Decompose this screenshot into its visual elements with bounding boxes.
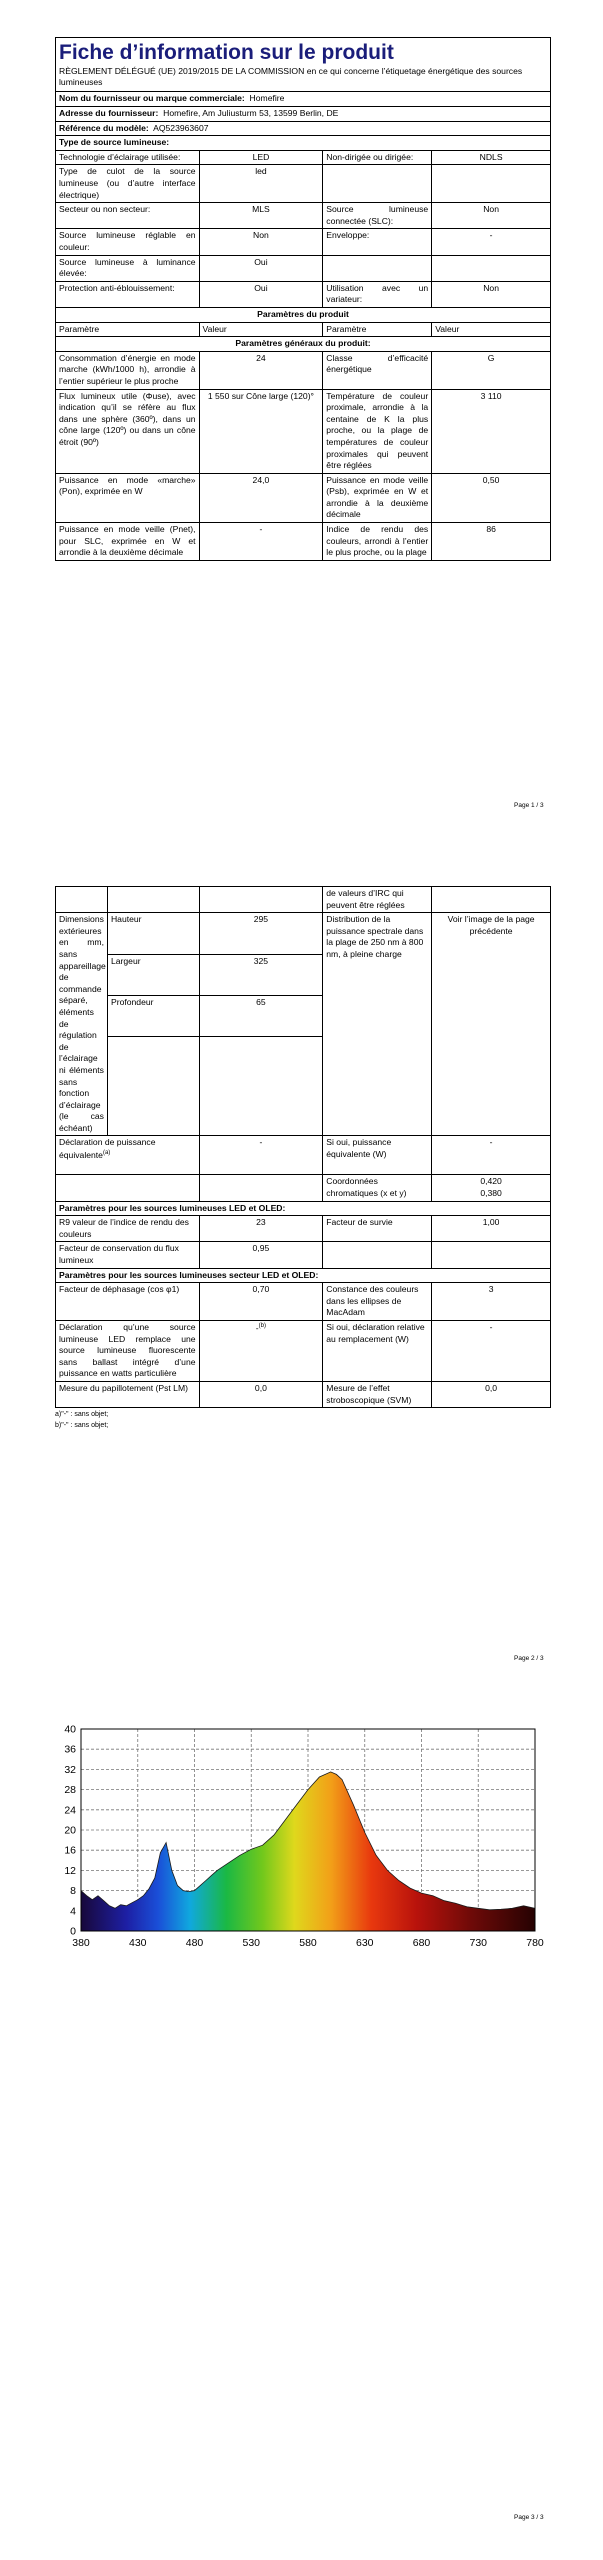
type-param-value-2: Non (432, 203, 551, 229)
type-param-label-2: Non-dirigée ou dirigée: (323, 150, 432, 165)
type-row (56, 150, 551, 165)
params-header: Paramètres du produit (56, 307, 551, 322)
col-header-value2: Valeur (432, 322, 551, 337)
macadam-value: 3 (432, 1283, 551, 1321)
type-param-label-2: Source lumineuse connectée (SLC): (323, 203, 432, 229)
footnote-b: b)"-" : sans objet; (55, 1421, 109, 1429)
param-value: 24,0 (199, 473, 323, 522)
coord-label: Coordonnées chromatiques (x et y) (323, 1175, 432, 1201)
params-table-continued (55, 886, 551, 1408)
type-param-value: Oui (199, 281, 323, 307)
type-row (56, 255, 551, 281)
x-tick-label: 430 (128, 1937, 147, 1949)
y-tick-label: 32 (64, 1763, 76, 1776)
type-param-value-2 (432, 255, 551, 281)
type-param-value: LED (199, 150, 323, 165)
led-header: Paramètres pour les sources lumineuses LED et OLED: (56, 1201, 551, 1216)
type-param-label: Technologie d’éclairage utilisée: (56, 150, 200, 165)
regulation-subtitle: RÈGLEMENT DÉLÉGUÉ (UE) 2019/2015 DE LA COMMISSION en ce qui concerne l’étiquetage énergétique des sources lumineuses (59, 66, 523, 88)
replace-value-cell (199, 1321, 323, 1382)
strobo-value: 0,0 (432, 1381, 551, 1407)
r9-label: R9 valeur de l’indice de rendu des couleurs (56, 1216, 200, 1242)
general-param-row (56, 473, 551, 522)
dim-value-height: 295 (199, 913, 323, 954)
page-number-1: Page 1 / 3 (514, 802, 544, 809)
x-tick-label: 680 (412, 1937, 431, 1949)
type-param-label: Type de culot de la source lumineuse (ou d’autre interface électrique) (56, 165, 200, 203)
page-number-2: Page 2 / 3 (514, 1655, 544, 1662)
page-number-3: Page 3 / 3 (514, 2514, 544, 2521)
dim-value-width: 325 (199, 954, 323, 995)
r9-value: 23 (199, 1216, 323, 1242)
decl-label: Déclaration de puissance équivalente (59, 1137, 156, 1160)
param-label-2: Classe d’efficacité énergétique (323, 351, 432, 389)
y-tick-label: 24 (64, 1804, 76, 1817)
type-param-label-2 (323, 255, 432, 281)
phase-label: Facteur de déphasage (cos φ1) (56, 1283, 200, 1321)
param-value-2: 3 110 (432, 389, 551, 473)
phase-value: 0,70 (199, 1283, 323, 1321)
replace-value: - (255, 1322, 259, 1333)
type-row (56, 229, 551, 255)
dim-name-width: Largeur (107, 954, 199, 995)
y-tick-label: 0 (70, 1925, 76, 1938)
model-value: AQ523963607 (153, 122, 209, 133)
flux-label: Facteur de conservation du flux lumineux (56, 1242, 200, 1268)
y-tick-label: 20 (64, 1824, 76, 1837)
params-table (55, 150, 551, 561)
spectrum-area (81, 1772, 535, 1931)
flicker-value: 0,0 (199, 1381, 323, 1407)
col-header-param2: Paramètre (323, 322, 432, 337)
col-header-value: Valeur (199, 322, 323, 337)
address-value: Homefire, Am Juliusturm 53, 13599 Berlin, DE (163, 108, 339, 119)
param-label: Flux lumineux utile (Φuse), avec indication qu’il se réfère au flux dans une sphère (360º), dans un cône large (120º) ou dans un cône étroit (90º) (56, 389, 200, 473)
dim-name-depth: Profondeur (107, 996, 199, 1037)
relative-value: - (432, 1321, 551, 1382)
type-param-label: Source lumineuse réglable en couleur: (56, 229, 200, 255)
flicker-label: Mesure du papillotement (Pst LM) (56, 1381, 200, 1407)
replace-sup: (b) (258, 1323, 267, 1329)
decl-label-cell (56, 1136, 200, 1175)
param-value-2: 86 (432, 523, 551, 561)
address-row (56, 107, 551, 122)
strobo-label: Mesure de l’effet stroboscopique (SVM) (323, 1381, 432, 1407)
flux-value: 0,95 (199, 1242, 323, 1268)
general-param-row (56, 389, 551, 473)
coord-x: 0,420 (480, 1176, 502, 1187)
col-header-param: Paramètre (56, 322, 200, 337)
equiv-label: Si oui, puissance équivalente (W) (323, 1136, 432, 1175)
x-tick-label: 780 (526, 1937, 544, 1949)
type-param-value-2: Non (432, 281, 551, 307)
replace-label: Déclaration qu’une source lumineuse LED remplace une source lumineuse fluorescente sans ballast intégré d’une puissance en watts particulière (56, 1321, 200, 1382)
type-param-value: Oui (199, 255, 323, 281)
x-tick-label: 480 (185, 1937, 204, 1949)
param-label: Puissance en mode veille (Pnet), pour SLC, exprimée en W et arrondie à la deuxième décimale (56, 523, 200, 561)
survival-value: 1,00 (432, 1216, 551, 1242)
page-title: Fiche d’information sur le produit (59, 41, 394, 64)
type-param-label: Protection anti-éblouissement: (56, 281, 200, 307)
type-param-label-2: Enveloppe: (323, 229, 432, 255)
coord-y: 0,380 (480, 1188, 502, 1199)
footnotes (55, 1410, 551, 1431)
coord-value-cell (432, 1175, 551, 1201)
dim-value-depth: 65 (199, 996, 323, 1037)
type-param-value-2: NDLS (432, 150, 551, 165)
y-tick-label: 4 (70, 1905, 76, 1918)
y-tick-label: 16 (64, 1844, 76, 1857)
y-tick-label: 12 (64, 1864, 76, 1877)
y-tick-label: 8 (70, 1885, 76, 1898)
param-value-2: G (432, 351, 551, 389)
x-tick-label: 380 (72, 1937, 90, 1949)
param-value-2: 0,50 (432, 473, 551, 522)
model-label: Référence du modèle: (59, 122, 149, 133)
cri-range-continued: de valeurs d’IRC qui peuvent être réglées (323, 887, 432, 913)
page-3 (0, 1706, 603, 2560)
decl-value: - (199, 1136, 323, 1175)
model-row (56, 121, 551, 136)
general-param-row (56, 523, 551, 561)
type-row (56, 165, 551, 203)
x-tick-label: 730 (469, 1937, 488, 1949)
spd-value: Voir l’image de la page précédente (432, 913, 551, 1136)
type-header: Type de source lumineuse: (56, 136, 551, 151)
type-param-label-2 (323, 165, 432, 203)
param-label-2: Puissance en mode veille (Psb), exprimée en W et arrondie à la deuxième décimale (323, 473, 432, 522)
param-label: Puissance en mode «marche» (Pon), exprimée en W (56, 473, 200, 522)
spectral-distribution-chart (0, 1704, 603, 1964)
type-param-label-2: Utilisation avec un variateur: (323, 281, 432, 307)
macadam-label: Constance des couleurs dans les ellipses de MacAdam (323, 1283, 432, 1321)
type-row (56, 281, 551, 307)
page-1 (0, 0, 603, 853)
footnote-a: a)"-" : sans objet; (55, 1411, 109, 1419)
param-value: - (199, 523, 323, 561)
type-param-label: Source lumineuse à luminance élevée: (56, 255, 200, 281)
x-tick-label: 530 (242, 1937, 261, 1949)
dimensions-label: Dimensions extérieures en mm, sans appareillage de commande séparé, éléments de régulation de l’éclairage ni éléments sans fonction d’éclairage (le cas échéant) (56, 913, 108, 1136)
y-tick-label: 36 (64, 1743, 76, 1756)
type-param-value: Non (199, 229, 323, 255)
type-param-label: Secteur ou non secteur: (56, 203, 200, 229)
relative-label: Si oui, déclaration relative au remplacement (W) (323, 1321, 432, 1382)
param-value: 24 (199, 351, 323, 389)
spd-label: Distribution de la puissance spectrale dans la plage de 250 nm à 800 nm, à pleine charge (323, 913, 432, 1136)
supplier-value: Homefire (249, 93, 285, 104)
equiv-value: - (432, 1136, 551, 1175)
dim-name-height: Hauteur (107, 913, 199, 954)
type-param-value-2: - (432, 229, 551, 255)
type-row (56, 203, 551, 229)
y-tick-label: 28 (64, 1784, 76, 1797)
param-label: Consommation d’énergie en mode marche (kWh/1000 h), arrondie à l’entier supérieur le plus proche (56, 351, 200, 389)
mains-header: Paramètres pour les sources lumineuses secteur LED et OLED: (56, 1268, 551, 1283)
supplier-row (56, 92, 551, 107)
decl-sup: (a) (102, 1150, 111, 1157)
product-info-sheet-continued (55, 886, 551, 1431)
general-param-row (56, 351, 551, 389)
header-table (55, 37, 551, 151)
supplier-label: Nom du fournisseur ou marque commerciale: (59, 93, 245, 104)
type-param-value: MLS (199, 203, 323, 229)
type-param-value: led (199, 165, 323, 203)
x-tick-label: 580 (299, 1937, 317, 1949)
product-info-sheet (55, 37, 551, 561)
y-tick-label: 40 (64, 1723, 76, 1736)
x-tick-label: 630 (355, 1937, 374, 1949)
param-label-2: Indice de rendu des couleurs, arrondi à l’entier le plus proche, ou la plage (323, 523, 432, 561)
address-label: Adresse du fournisseur: (59, 108, 159, 119)
survival-label: Facteur de survie (323, 1216, 432, 1242)
general-header: Paramètres généraux du produit: (56, 337, 551, 352)
type-param-value-2 (432, 165, 551, 203)
param-value: 1 550 sur Cône large (120)° (199, 389, 323, 473)
page-2 (0, 853, 603, 1706)
param-label-2: Température de couleur proximale, arrondie à la centaine de K la plus proche, ou la plage de températures de couleur proximales qui peuvent être réglées (323, 389, 432, 473)
